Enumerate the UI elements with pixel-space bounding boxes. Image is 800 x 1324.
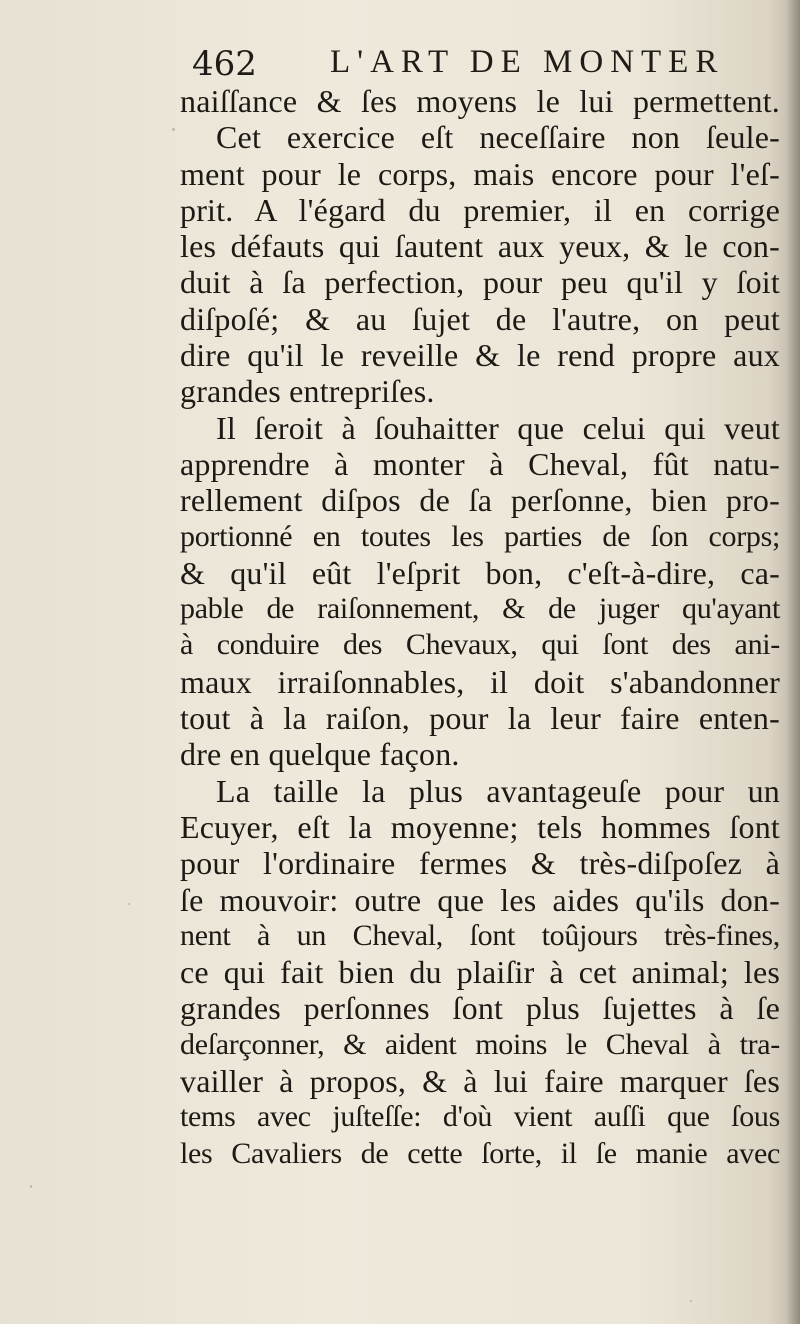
text-line: La taille la plus avantageuſe pour un (216, 772, 780, 809)
scan-speck (172, 128, 175, 131)
text-line: Cet exercice eſt neceſſaire non ſeule- (216, 119, 780, 156)
text-line: diſpoſé; & au ſujet de l'autre, on peut (180, 300, 780, 337)
text-line: prit. A l'égard du premier, il en corrige (180, 191, 780, 228)
text-line: les défauts qui ſautent aux yeux, & le con- (180, 228, 780, 265)
body-text (180, 83, 780, 1172)
text-line: les Cavaliers de cette ſorte, il ſe manie avec (180, 1136, 780, 1170)
text-line: grandes perſonnes ſont plus ſujettes à ſe (180, 990, 780, 1027)
text-line: grandes entrepriſes. (180, 373, 435, 410)
text-line: portionné en toutes les parties de ſon corps; (180, 519, 780, 553)
page-edge-shadow (786, 0, 800, 1324)
text-line: apprendre à monter à Cheval, fût natu- (180, 445, 780, 482)
text-line: nent à un Cheval, ſont toûjours très-fines, (180, 918, 780, 952)
scan-speck (690, 1300, 692, 1302)
text-line: dre en quelque façon. (180, 736, 460, 773)
text-line: à conduire des Chevaux, qui ſont des ani- (180, 628, 780, 662)
page-number: 462 (192, 44, 257, 84)
text-line: duit à ſa perfection, pour peu qu'il y ſoit (180, 264, 780, 301)
text-line: vailler à propos, & à lui faire marquer ſes (180, 1063, 780, 1100)
scan-speck (30, 1185, 32, 1188)
text-line: dire qu'il le reveille & le rend propre aux (180, 337, 780, 374)
text-line: pable de raiſonnement, & de juger qu'ayant (180, 592, 780, 626)
running-title: L'ART DE MONTER (330, 44, 725, 80)
text-line: tems avec juſteſſe: d'où vient auſſi que ſous (180, 1100, 780, 1134)
text-line: pour l'ordinaire fermes & très-diſpoſez à (180, 845, 780, 882)
text-line: rellement diſpos de ſa perſonne, bien pro- (180, 482, 780, 519)
text-line: maux irraiſonnables, il doit s'abandonner (180, 663, 780, 700)
text-line: Ecuyer, eſt la moyenne; tels hommes ſont (180, 808, 780, 845)
text-line: ment pour le corps, mais encore pour l'eſ- (180, 155, 780, 192)
text-line: Il ſeroit à ſouhaitter que celui qui veut (216, 409, 780, 446)
text-line: & qu'il eût l'eſprit bon, c'eſt-à-dire, ca- (180, 554, 780, 591)
scan-speck (128, 903, 130, 905)
text-line: deſarçonner, & aident moins le Cheval à tra- (180, 1027, 780, 1061)
page-header (192, 44, 725, 84)
text-line: ce qui fait bien du plaiſir à cet animal; les (180, 954, 780, 991)
text-line: ſe mouvoir: outre que les aides qu'ils don- (180, 881, 780, 918)
text-line: tout à la raiſon, pour la leur faire enten- (180, 700, 780, 737)
text-line: naiſſance & ſes moyens le lui permettent. (180, 83, 780, 119)
